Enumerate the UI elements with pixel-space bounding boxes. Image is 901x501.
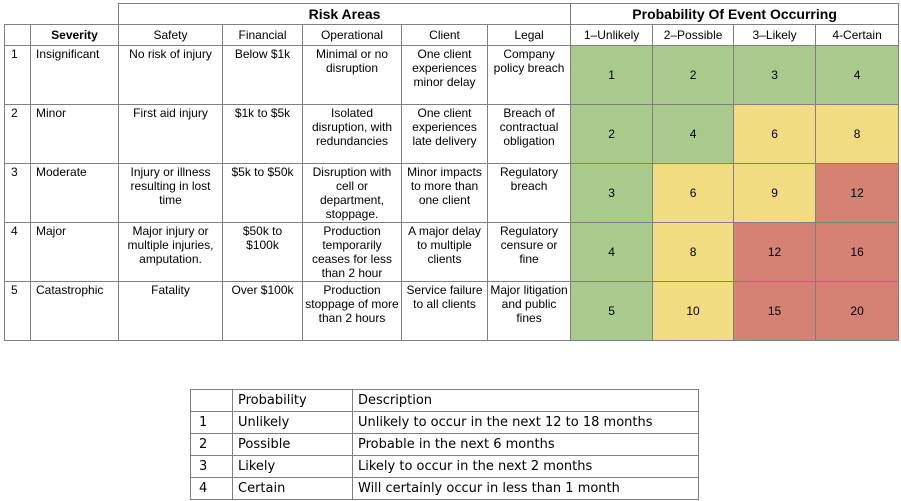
- risk-score-cell: 2: [653, 46, 734, 105]
- financial-cell: Below $1k: [223, 46, 303, 105]
- risk-score-cell: 9: [734, 164, 816, 223]
- matrix-row-insignificant: [5, 46, 899, 105]
- severity-header: Severity: [31, 25, 119, 46]
- client-cell: A major delay to multiple clients: [402, 223, 488, 282]
- financial-cell: Over $100k: [223, 282, 303, 341]
- risk-score-cell: 8: [816, 105, 899, 164]
- risk-score-cell: 12: [734, 223, 816, 282]
- legal-cell: Regulatory censure or fine: [488, 223, 571, 282]
- safety-cell: No risk of injury: [119, 46, 223, 105]
- row-number: 4: [5, 223, 31, 282]
- severity-cell: Minor: [31, 105, 119, 164]
- financial-cell: $50k to $100k: [223, 223, 303, 282]
- legend-index: 1: [191, 412, 233, 434]
- risk-score-cell: 5: [571, 282, 653, 341]
- matrix-row-catastrophic: [5, 282, 899, 341]
- legend-row: [191, 412, 699, 434]
- probability-header: Probability Of Event Occurring: [571, 4, 899, 25]
- legend-probability: Possible: [233, 434, 353, 456]
- legend-probability: Likely: [233, 456, 353, 478]
- legend-description-header: Description: [353, 390, 699, 412]
- severity-cell: Moderate: [31, 164, 119, 223]
- legend-description: Likely to occur in the next 2 months: [353, 456, 699, 478]
- matrix-row-minor: [5, 105, 899, 164]
- matrix-row-major: [5, 223, 899, 282]
- risk-score-cell: 4: [653, 105, 734, 164]
- severity-cell: Catastrophic: [31, 282, 119, 341]
- operational-cell: Production temporarily ceases for less than 2 hour: [303, 223, 402, 282]
- risk-score-cell: 16: [816, 223, 899, 282]
- legal-cell: Company policy breach: [488, 46, 571, 105]
- risk-score-cell: 4: [571, 223, 653, 282]
- legend-probability: Certain: [233, 478, 353, 500]
- legend-index: 3: [191, 456, 233, 478]
- operational-header: Operational: [303, 25, 402, 46]
- matrix-row-moderate: [5, 164, 899, 223]
- client-cell: One client experiences minor delay: [402, 46, 488, 105]
- risk-score-cell: 10: [653, 282, 734, 341]
- probability-3-header: 3–Likely: [734, 25, 816, 46]
- risk-score-cell: 6: [653, 164, 734, 223]
- row-number: 3: [5, 164, 31, 223]
- legal-header: Legal: [488, 25, 571, 46]
- risk-score-cell: 15: [734, 282, 816, 341]
- legend-probability: Unlikely: [233, 412, 353, 434]
- legend-index: 2: [191, 434, 233, 456]
- risk-score-cell: 1: [571, 46, 653, 105]
- safety-cell: First aid injury: [119, 105, 223, 164]
- legal-cell: Breach of contractual obligation: [488, 105, 571, 164]
- risk-areas-header: Risk Areas: [119, 4, 571, 25]
- probability-4-header: 4-Certain: [816, 25, 899, 46]
- client-header: Client: [402, 25, 488, 46]
- legend-header-row: [191, 390, 699, 412]
- row-number: 2: [5, 105, 31, 164]
- financial-header: Financial: [223, 25, 303, 46]
- index-header: [5, 25, 31, 46]
- corner-blank: [5, 4, 119, 25]
- probability-2-header: 2–Possible: [653, 25, 734, 46]
- client-cell: One client experiences late delivery: [402, 105, 488, 164]
- risk-score-cell: 6: [734, 105, 816, 164]
- legend-index: 4: [191, 478, 233, 500]
- legend-row: [191, 456, 699, 478]
- operational-cell: Isolated disruption, with redundancies: [303, 105, 402, 164]
- safety-cell: Fatality: [119, 282, 223, 341]
- client-cell: Service failure to all clients: [402, 282, 488, 341]
- risk-score-cell: 12: [816, 164, 899, 223]
- legend-probability-header: Probability: [233, 390, 353, 412]
- legal-cell: Major litigation and public fines: [488, 282, 571, 341]
- safety-cell: Injury or illness resulting in lost time: [119, 164, 223, 223]
- legend-description: Unlikely to occur in the next 12 to 18 months: [353, 412, 699, 434]
- risk-score-cell: 2: [571, 105, 653, 164]
- row-number: 5: [5, 282, 31, 341]
- operational-cell: Disruption with cell or department, stoppage.: [303, 164, 402, 223]
- severity-cell: Insignificant: [31, 46, 119, 105]
- financial-cell: $1k to $5k: [223, 105, 303, 164]
- legend-row: [191, 434, 699, 456]
- legend-row: [191, 478, 699, 500]
- row-number: 1: [5, 46, 31, 105]
- legend-description: Probable in the next 6 months: [353, 434, 699, 456]
- legend-index-header: [191, 390, 233, 412]
- financial-cell: $5k to $50k: [223, 164, 303, 223]
- legend-description: Will certainly occur in less than 1 month: [353, 478, 699, 500]
- risk-score-cell: 3: [734, 46, 816, 105]
- risk-score-cell: 8: [653, 223, 734, 282]
- client-cell: Minor impacts to more than one client: [402, 164, 488, 223]
- operational-cell: Minimal or no disruption: [303, 46, 402, 105]
- safety-header: Safety: [119, 25, 223, 46]
- probability-1-header: 1–Unlikely: [571, 25, 653, 46]
- legal-cell: Regulatory breach: [488, 164, 571, 223]
- risk-score-cell: 20: [816, 282, 899, 341]
- probability-legend-table: [190, 389, 699, 500]
- risk-score-cell: 4: [816, 46, 899, 105]
- safety-cell: Major injury or multiple injuries, amputation.: [119, 223, 223, 282]
- operational-cell: Production stoppage of more than 2 hours: [303, 282, 402, 341]
- risk-matrix-table: [4, 3, 899, 341]
- severity-cell: Major: [31, 223, 119, 282]
- risk-score-cell: 3: [571, 164, 653, 223]
